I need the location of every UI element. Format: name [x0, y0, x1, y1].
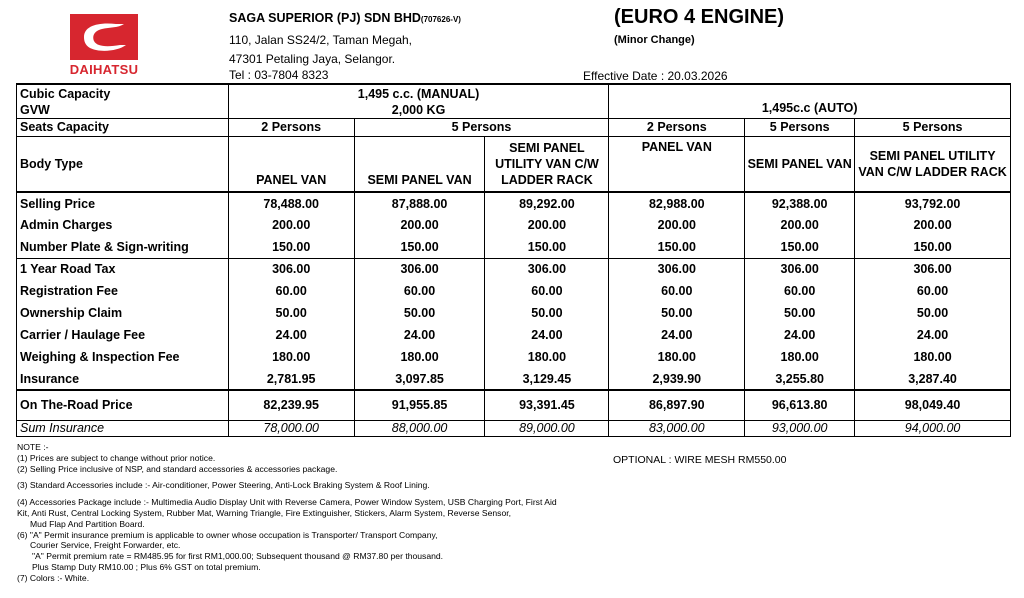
cell-value: 180.00 [745, 346, 855, 368]
cell-value: 200.00 [485, 214, 609, 236]
cell-value: 306.00 [485, 258, 609, 280]
optional-accessory: OPTIONAL : WIRE MESH RM550.00 [613, 454, 787, 466]
cell-value: 78,488.00 [228, 192, 354, 214]
row-label: Weighing & Inspection Fee [17, 346, 229, 368]
seats-value: 5 Persons [354, 118, 609, 136]
cell-value: 93,000.00 [745, 420, 855, 436]
note-6-cont: Courier Service, Freight Forwarder, etc. [30, 540, 181, 551]
cell-value: 91,955.85 [354, 390, 485, 420]
effective-date: Effective Date : 20.03.2026 [583, 69, 728, 83]
table-row [17, 214, 1011, 236]
cell-value: 96,613.80 [745, 390, 855, 420]
subtitle: (Minor Change) [614, 34, 695, 46]
cell-value: 94,000.00 [855, 420, 1011, 436]
body-type: SEMI PANEL UTILITY VAN C/W LADDER RACK [485, 136, 609, 192]
brand-name: DAIHATSU [69, 62, 139, 77]
seats-value: 2 Persons [609, 118, 745, 136]
cell-value: 24.00 [609, 324, 745, 346]
row-label: On The-Road Price [17, 390, 229, 420]
cell-value: 200.00 [354, 214, 485, 236]
body-type: PANEL VAN [228, 136, 354, 192]
table-row [17, 324, 1011, 346]
row-label: Insurance [17, 368, 229, 390]
row-label: Sum Insurance [17, 420, 229, 436]
cell-value: 83,000.00 [609, 420, 745, 436]
cell-value: 3,255.80 [745, 368, 855, 390]
note-4-cont: Mud Flap And Partition Board. [30, 518, 145, 529]
cell-value: 50.00 [745, 302, 855, 324]
company-name [229, 11, 461, 25]
note-2: (2) Selling Price inclusive of NSP, and standard accessories & accessories package. [17, 463, 338, 474]
cell-value: 98,049.40 [855, 390, 1011, 420]
cell-value: 50.00 [609, 302, 745, 324]
note-1: (1) Prices are subject to change without prior notice. [17, 452, 216, 463]
body-type-label: Body Type [17, 136, 229, 192]
seats-label: Seats Capacity [17, 118, 229, 136]
body-type: SEMI PANEL UTILITY VAN C/W LADDER RACK [855, 136, 1011, 192]
cell-value: 87,888.00 [354, 192, 485, 214]
cell-value: 88,000.00 [354, 420, 485, 436]
company-name-text: SAGA SUPERIOR (PJ) SDN BHD [229, 11, 421, 25]
cell-value: 24.00 [745, 324, 855, 346]
table-row [17, 258, 1011, 280]
table-row [17, 280, 1011, 302]
cell-value: 24.00 [485, 324, 609, 346]
cell-value: 89,000.00 [485, 420, 609, 436]
cell-value: 60.00 [228, 280, 354, 302]
table-row [17, 420, 1011, 436]
row-label: Number Plate & Sign-writing [17, 236, 229, 258]
row-label: Ownership Claim [17, 302, 229, 324]
cell-value: 306.00 [855, 258, 1011, 280]
gvw-value: 2,000 KG [228, 102, 609, 118]
gvw-label: GVW [17, 102, 229, 118]
notes [17, 442, 617, 584]
cell-value: 180.00 [228, 346, 354, 368]
note-6-duty: Plus Stamp Duty RM10.00 ; Plus 6% GST on total premium. [32, 561, 261, 572]
cell-value: 200.00 [855, 214, 1011, 236]
cell-value: 150.00 [855, 236, 1011, 258]
cell-value: 180.00 [354, 346, 485, 368]
cell-value: 180.00 [609, 346, 745, 368]
telephone: Tel : 03-7804 8323 [229, 68, 329, 82]
cell-value: 82,239.95 [228, 390, 354, 420]
row-label: Carrier / Haulage Fee [17, 324, 229, 346]
cell-value: 2,781.95 [228, 368, 354, 390]
note-7: (7) Colors :- White. [17, 572, 90, 583]
table-row [17, 302, 1011, 324]
company-reg: (707626-V) [420, 15, 461, 24]
daihatsu-logo-icon [70, 14, 138, 60]
table-row [17, 192, 1011, 214]
cell-value: 93,792.00 [855, 192, 1011, 214]
table-row [17, 390, 1011, 420]
cell-value: 92,388.00 [745, 192, 855, 214]
manual-capacity: 1,495 c.c. (MANUAL) [228, 84, 609, 102]
address-line-1: 110, Jalan SS24/2, Taman Megah, [229, 33, 413, 47]
cell-value: 50.00 [228, 302, 354, 324]
cell-value: 150.00 [485, 236, 609, 258]
cell-value: 60.00 [855, 280, 1011, 302]
engine-title: (EURO 4 ENGINE) [614, 6, 785, 28]
row-label: Selling Price [17, 192, 229, 214]
cell-value: 180.00 [855, 346, 1011, 368]
seats-value: 5 Persons [745, 118, 855, 136]
cell-value: 60.00 [354, 280, 485, 302]
cell-value: 3,097.85 [354, 368, 485, 390]
address-line-2: 47301 Petaling Jaya, Selangor. [229, 52, 396, 66]
auto-capacity: 1,495c.c (AUTO) [609, 84, 1011, 118]
seats-value: 2 Persons [228, 118, 354, 136]
cell-value: 3,129.45 [485, 368, 609, 390]
cell-value: 2,939.90 [609, 368, 745, 390]
cell-value: 60.00 [485, 280, 609, 302]
note-6: (6) "A" Permit insurance premium is applicable to owner whose occupation is Transporter/ Transport Company, [17, 529, 438, 540]
row-label: Registration Fee [17, 280, 229, 302]
seats-value: 5 Persons [855, 118, 1011, 136]
notes-header: NOTE :- [17, 442, 49, 452]
cell-value: 200.00 [228, 214, 354, 236]
row-label: 1 Year Road Tax [17, 258, 229, 280]
cell-value: 306.00 [745, 258, 855, 280]
cell-value: 82,988.00 [609, 192, 745, 214]
daihatsu-logo [58, 12, 150, 77]
row-label: Admin Charges [17, 214, 229, 236]
cell-value: 50.00 [485, 302, 609, 324]
table-row [17, 236, 1011, 258]
note-4: (4) Accessories Package include :- Multimedia Audio Display Unit with Reverse Camera, Power Window System, USB Charging Port, First Aid [17, 497, 557, 508]
cell-value: 50.00 [354, 302, 485, 324]
cell-value: 86,897.90 [609, 390, 745, 420]
table-row [17, 368, 1011, 390]
cell-value: 150.00 [609, 236, 745, 258]
cubic-capacity-label: Cubic Capacity [17, 84, 229, 102]
cell-value: 306.00 [609, 258, 745, 280]
note-4-cont: Kit, Anti Rust, Central Locking System, Rubber Mat, Warning Triangle, Fire Extinguisher, Stickers, Alarm System, Reverse Sensor, [17, 507, 512, 518]
cell-value: 150.00 [745, 236, 855, 258]
cell-value: 24.00 [855, 324, 1011, 346]
cell-value: 306.00 [228, 258, 354, 280]
note-3: (3) Standard Accessories include :- Air-conditioner, Power Steering, Anti-Lock Braking System & Roof Lining. [17, 480, 430, 491]
note-6-rate: "A" Permit premium rate = RM485.95 for first RM1,000.00; Subsequent thousand @ RM37.80 per thousand. [32, 551, 444, 562]
body-type: SEMI PANEL VAN [354, 136, 485, 192]
cell-value: 93,391.45 [485, 390, 609, 420]
cell-value: 50.00 [855, 302, 1011, 324]
cell-value: 200.00 [609, 214, 745, 236]
cell-value: 60.00 [745, 280, 855, 302]
cell-value: 180.00 [485, 346, 609, 368]
body-type: PANEL VAN [609, 136, 745, 192]
cell-value: 24.00 [354, 324, 485, 346]
cell-value: 60.00 [609, 280, 745, 302]
cell-value: 150.00 [354, 236, 485, 258]
price-table [16, 83, 1011, 437]
cell-value: 200.00 [745, 214, 855, 236]
cell-value: 306.00 [354, 258, 485, 280]
cell-value: 78,000.00 [228, 420, 354, 436]
body-type: SEMI PANEL VAN [745, 136, 855, 192]
cell-value: 150.00 [228, 236, 354, 258]
cell-value: 3,287.40 [855, 368, 1011, 390]
cell-value: 24.00 [228, 324, 354, 346]
table-row [17, 346, 1011, 368]
cell-value: 89,292.00 [485, 192, 609, 214]
